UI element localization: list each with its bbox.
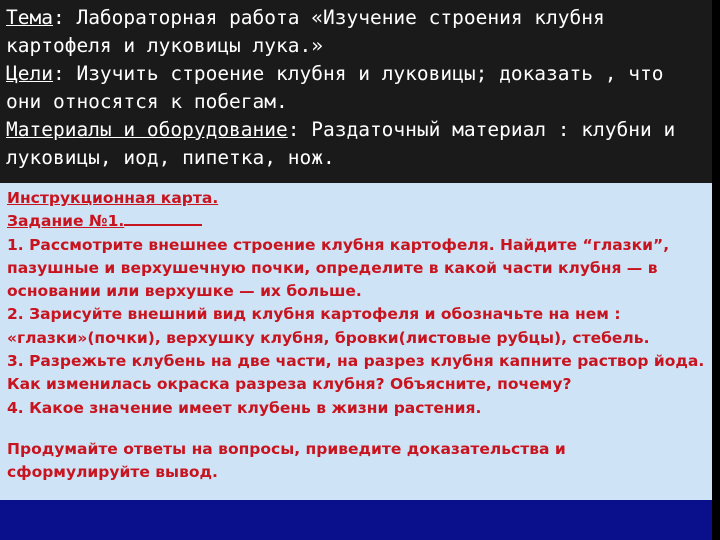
step-3: 3. Разрежьте клубень на две части, на разрез клубня капните раствор йода. Как изменилась окраска разреза клубня? Объясните, почему?	[7, 352, 705, 394]
lesson-header	[0, 0, 712, 183]
instruction-card	[0, 183, 712, 500]
task-underline	[124, 210, 202, 226]
card-title-line	[7, 187, 708, 210]
task-title-line	[7, 210, 708, 233]
spacer	[7, 420, 708, 438]
materials-line	[6, 116, 708, 172]
topic-label: Тема	[6, 6, 53, 29]
slide-footer-band	[0, 500, 712, 540]
right-edge-strip	[712, 0, 720, 540]
topic-line	[6, 4, 708, 60]
goals-label: Цели	[6, 62, 53, 85]
step-1: 1. Рассмотрите внешнее строение клубня картофеля. Найдите “глазки”, пазушные и верхушечную почки, определите в какой части клубня — в основании или верхушке — их больше.	[7, 235, 670, 301]
task-title: Задание №1.	[7, 212, 125, 231]
conclusion: Продумайте ответы на вопросы, приведите доказательства и сформулируйте вывод.	[7, 439, 566, 482]
card-title: Инструкционная карта.	[7, 189, 219, 207]
materials-text: : Раздаточный материал : клубни и луковицы, иод, пипетка, нож.	[6, 118, 676, 169]
step-2: 2. Зарисуйте внешний вид клубня картофеля и обозначьте на нем : «глазки»(почки), верхушку клубня, бровки(листовые рубцы), стебель.	[7, 305, 650, 347]
step-4: 4. Какое значение имеет клубень в жизни растения.	[7, 398, 482, 417]
topic-text: : Лабораторная работа «Изучение строения клубня картофеля и луковицы лука.»	[6, 6, 605, 57]
materials-label: Материалы и оборудование	[6, 118, 288, 141]
goals-line	[6, 60, 708, 116]
goals-text: : Изучить строение клубня и луковицы; доказать , что они относятся к побегам.	[6, 62, 664, 113]
